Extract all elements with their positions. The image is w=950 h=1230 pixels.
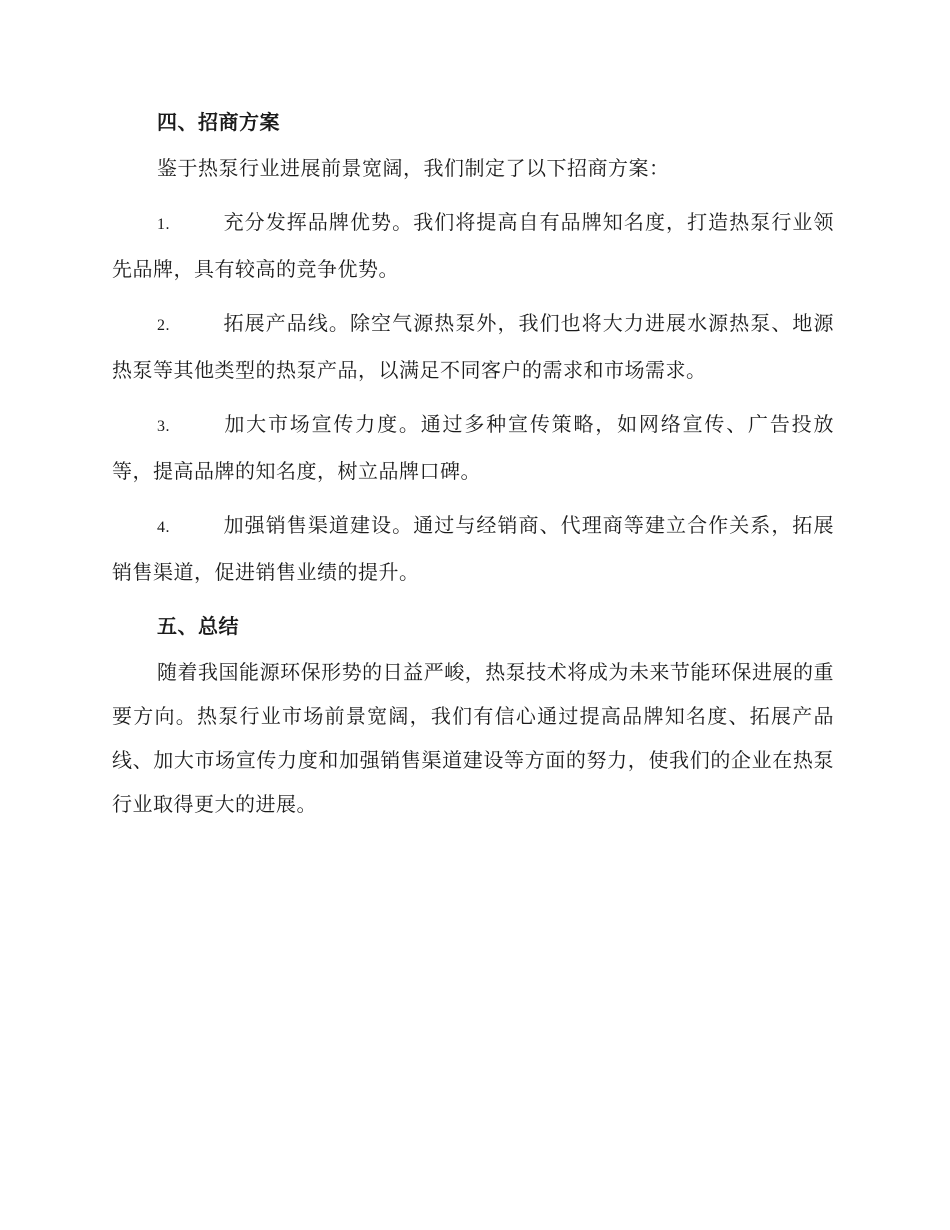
list-item-text: 加强销售渠道建设。通过与经销商、代理商等建立合作关系，拓展销售渠道，促进销售业绩的提升。 [112,513,834,584]
section-heading-summary: 五、总结 [157,614,239,638]
list-item [112,200,834,291]
section-intro-paragraph: 鉴于热泵行业进展前景宽阔，我们制定了以下招商方案： [157,156,670,180]
list-item-number: 4. [157,519,170,536]
list-item-text: 加大市场宣传力度。通过多种宣传策略，如网络宣传、广告投放等，提高品牌的知名度，树立品牌口碑。 [112,412,834,483]
list-item-number: 2. [157,317,170,334]
summary-paragraph: 随着我国能源环保形势的日益严峻，热泵技术将成为未来节能环保进展的重要方向。热泵行业市场前景宽阔，我们有信心通过提高品牌知名度、拓展产品线、加大市场宣传力度和加强销售渠道建设等方面的努力，使我们的企业在热泵行业取得更大的进展。 [112,660,834,816]
list-item-number: 1. [157,216,170,233]
list-item [112,503,834,594]
list-item-text: 拓展产品线。除空气源热泵外，我们也将大力进展水源热泵、地源热泵等其他类型的热泵产品，以满足不同客户的需求和市场需求。 [112,311,834,382]
list-item-number: 3. [157,418,170,435]
list-item [112,402,834,493]
document-page [112,100,834,836]
list-item [112,301,834,392]
section-heading-investment-plan: 四、招商方案 [157,110,280,134]
list-item-text: 充分发挥品牌优势。我们将提高自有品牌知名度，打造热泵行业领先品牌，具有较高的竞争优势。 [112,210,834,281]
